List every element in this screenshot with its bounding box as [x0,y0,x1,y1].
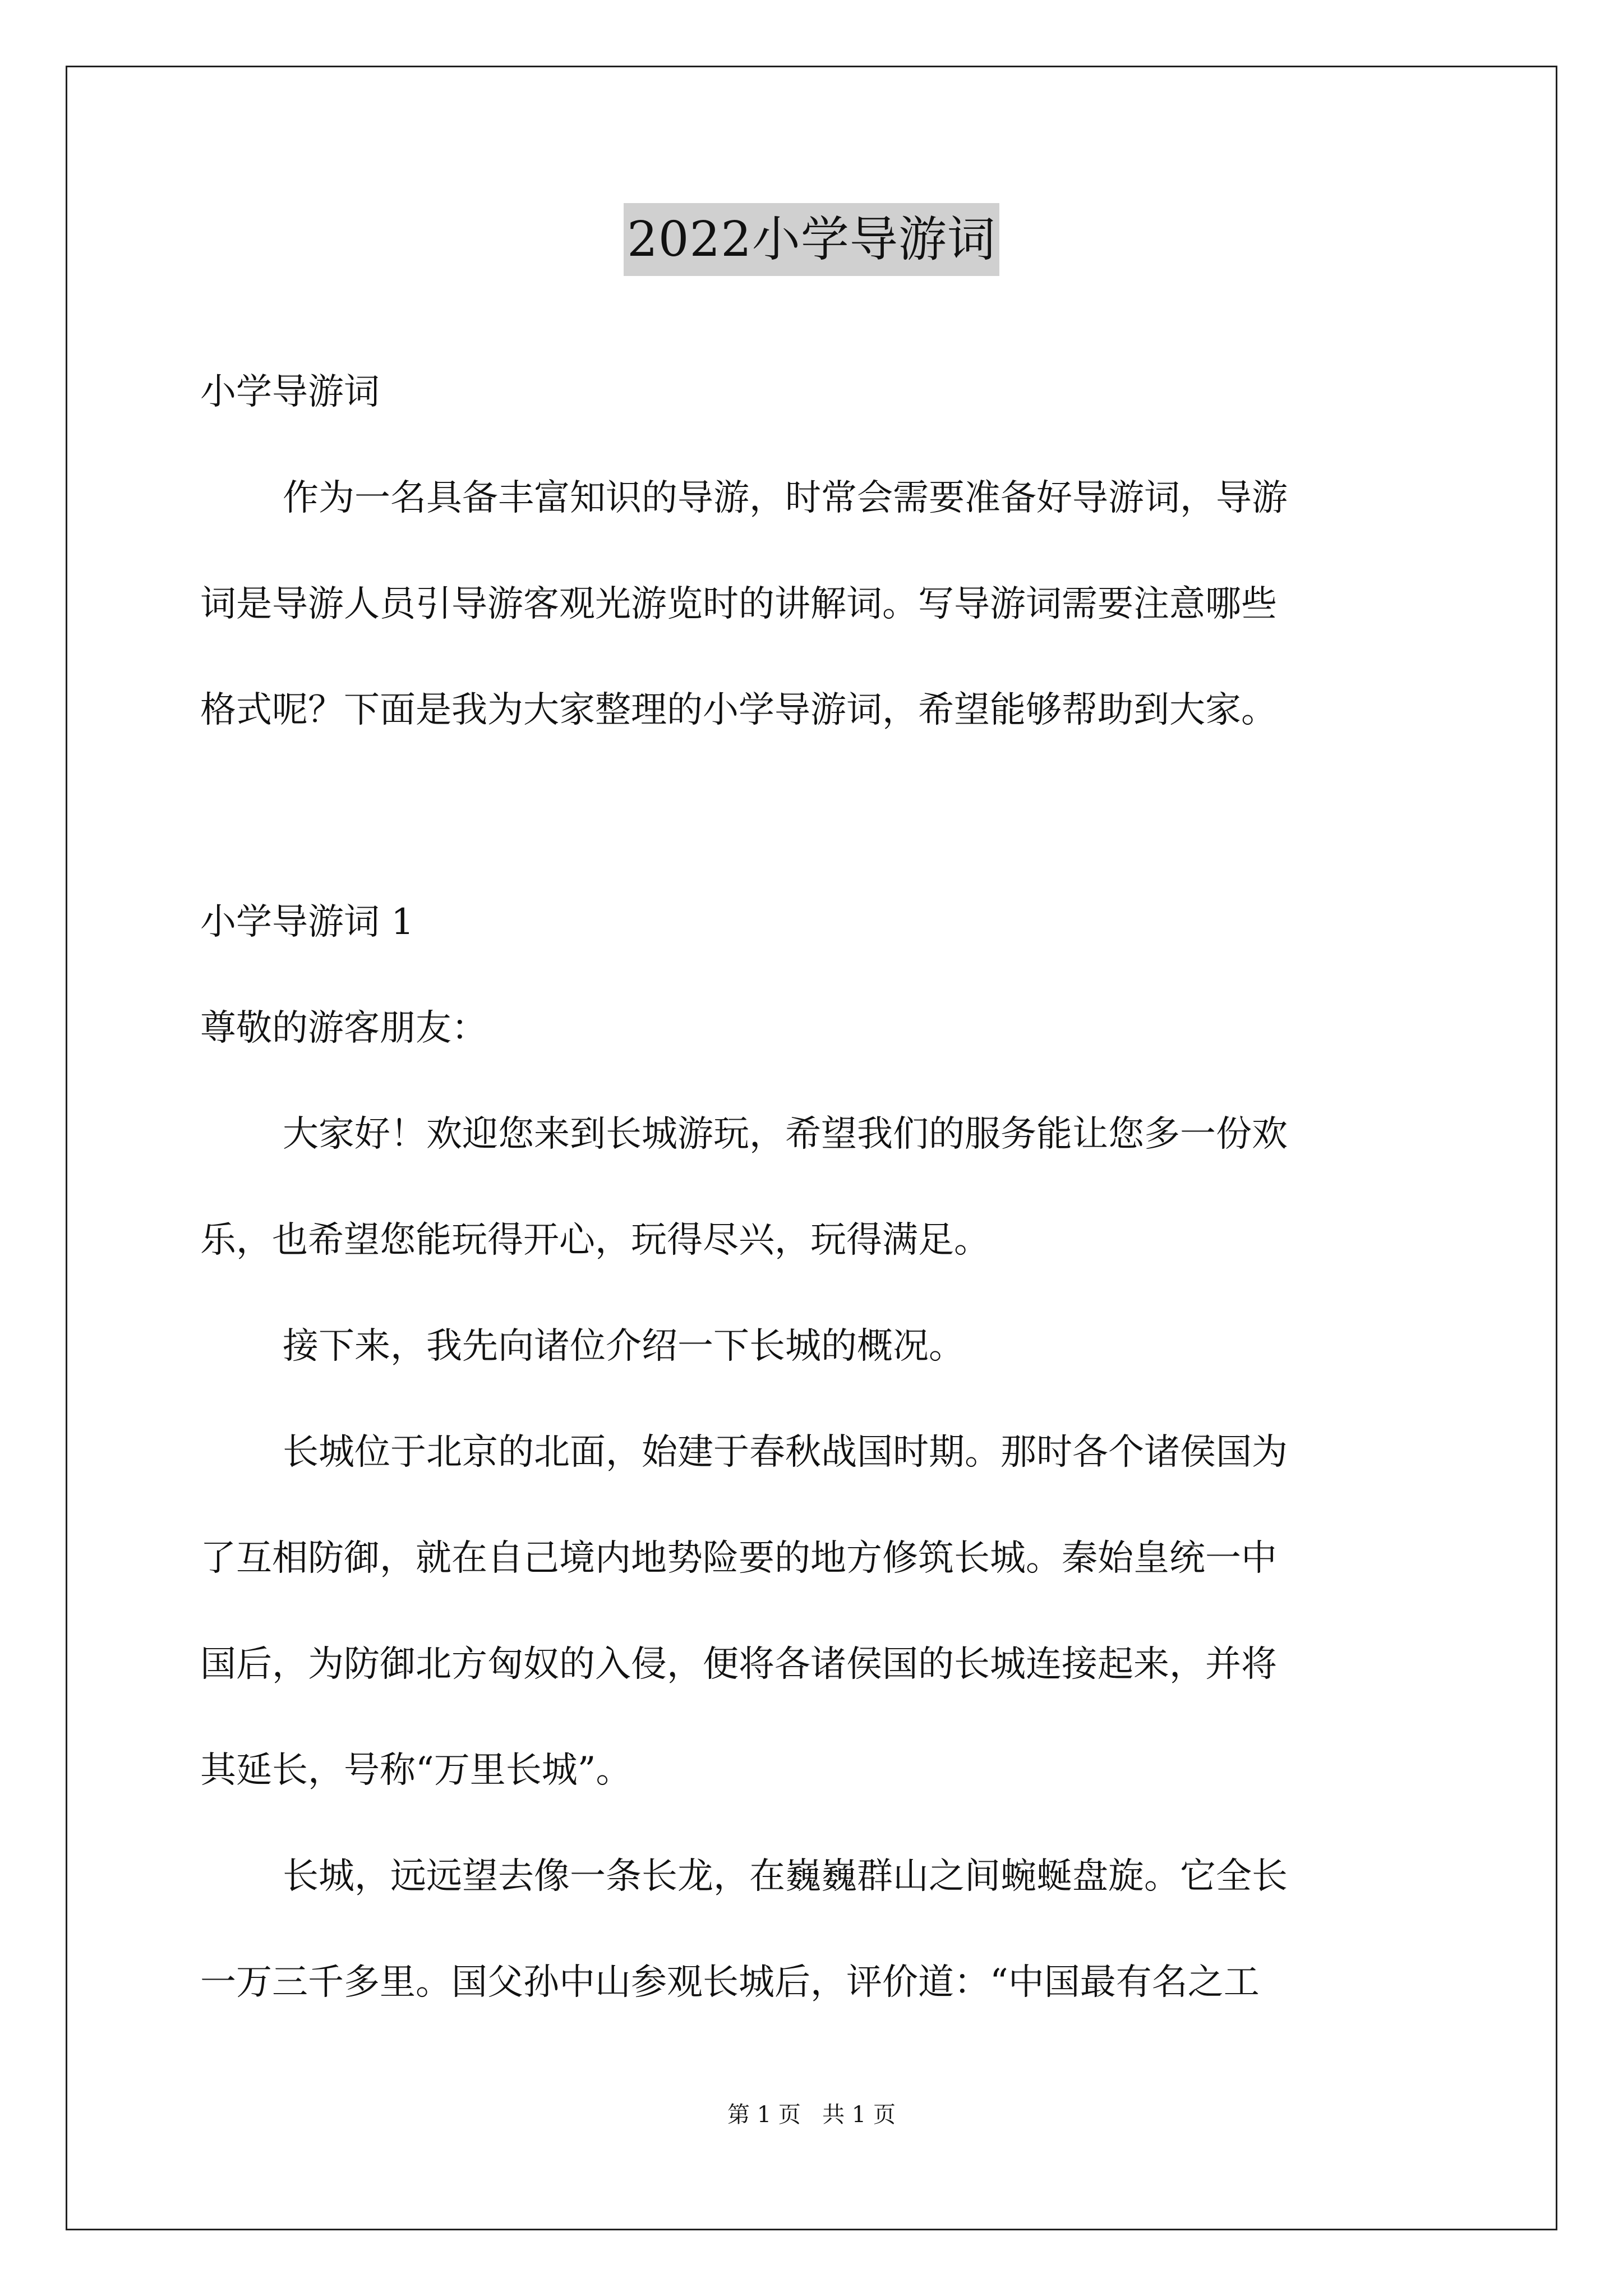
intro-line: 格式呢？下面是我为大家整理的小学导游词，希望能够帮助到大家。 [200,689,1277,731]
paragraph-1-line: 大家好！欢迎您来到长城游玩，希望我们的服务能让您多一份欢 [283,1114,1288,1155]
paragraph-gap [200,763,1434,869]
paragraph-3-line: 了互相防御，就在自己境内地势险要的地方修筑长城。秦始皇统一中 [200,1538,1277,1579]
subtitle: 小学导游词 [200,371,380,413]
section-heading: 小学导游词 1 [200,901,414,943]
title-container [0,203,1623,276]
paragraph-3-line: 其延长，号称“万里长城”。 [200,1750,632,1791]
document-body [200,339,1434,2036]
paragraph-3-line: 国后，为防御北方匈奴的入侵，便将各诸侯国的长城连接起来，并将 [200,1644,1277,1685]
greeting: 尊敬的游客朋友： [200,1007,487,1049]
paragraph-4-line: 长城，远远望去像一条长龙，在巍巍群山之间蜿蜒盘旋。它全长 [283,1856,1288,1897]
paragraph-2-line: 接下来，我先向诸位介绍一下长城的概况。 [283,1326,965,1367]
intro-line: 作为一名具备丰富知识的导游，时常会需要准备好导游词，导游 [283,477,1288,519]
paragraph-1-line: 乐，也希望您能玩得开心，玩得尽兴，玩得满足。 [200,1220,990,1261]
document-title: 2022小学导游词 [624,203,999,276]
page-footer: 第 1 页 共 1 页 [727,2102,896,2128]
paragraph-4-line: 一万三千多里。国父孙中山参观长城后，评价道：“中国最有名之工 [200,1962,1260,2003]
paragraph-3-line: 长城位于北京的北面，始建于春秋战国时期。那时各个诸侯国为 [283,1432,1288,1473]
intro-line: 词是导游人员引导游客观光游览时的讲解词。写导游词需要注意哪些 [200,583,1277,625]
